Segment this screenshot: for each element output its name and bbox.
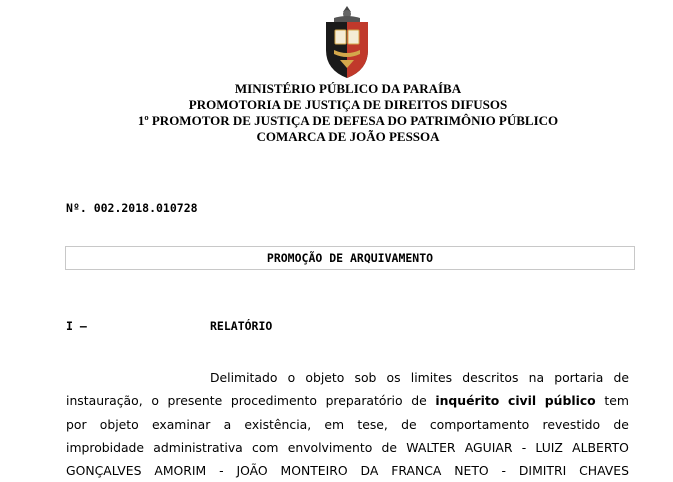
paragraph-word: os bbox=[386, 370, 401, 385]
paragraph-word: envolvimento bbox=[287, 439, 373, 455]
paragraph-word: tem bbox=[604, 393, 629, 409]
paragraph-word: o bbox=[151, 393, 159, 409]
paragraph-word: com bbox=[252, 439, 279, 455]
paragraph-word: MONTEIRO bbox=[280, 463, 348, 479]
header-line-2: PROMOTORIA DE JUSTIÇA DE DIREITOS DIFUSOS bbox=[188, 97, 508, 112]
institution-header bbox=[0, 81, 673, 145]
paragraph-word: o bbox=[287, 370, 296, 385]
paragraph-word: FRANCA bbox=[391, 463, 442, 479]
paragraph-word: revestido bbox=[542, 416, 601, 432]
paragraph-word: sob bbox=[354, 370, 377, 385]
paragraph-word: - bbox=[501, 463, 506, 479]
section-number: I – bbox=[66, 319, 87, 333]
paragraph-word: - bbox=[219, 463, 224, 479]
body-paragraph bbox=[66, 366, 629, 482]
coat-of-arms-icon bbox=[322, 4, 372, 80]
header-line-4: COMARCA DE JOÃO PESSOA bbox=[256, 129, 440, 144]
paragraph-word: CHAVES bbox=[579, 463, 629, 479]
paragraph-word: tese, bbox=[357, 416, 388, 432]
paragraph-word: de bbox=[613, 370, 629, 385]
paragraph-word: Delimitado bbox=[210, 370, 278, 385]
section-title: RELATÓRIO bbox=[210, 319, 273, 333]
paragraph-line bbox=[66, 459, 629, 482]
highlighted-word: inquérito bbox=[435, 393, 500, 409]
paragraph-word: NETO bbox=[454, 463, 489, 479]
paragraph-word: de bbox=[613, 416, 629, 432]
paragraph-word: portaria bbox=[554, 370, 604, 385]
paragraph-word: DA bbox=[360, 463, 379, 479]
paragraph-line bbox=[66, 413, 629, 436]
paragraph-word: examinar bbox=[151, 416, 211, 432]
paragraph-word: de bbox=[411, 393, 427, 409]
document-title: PROMOÇÃO DE ARQUIVAMENTO bbox=[266, 251, 434, 265]
paragraph-word: de bbox=[381, 439, 398, 455]
paragraph-word: WALTER bbox=[406, 439, 456, 455]
paragraph-word: LUIZ bbox=[535, 439, 563, 455]
paragraph-word: AMORIM bbox=[154, 463, 207, 479]
paragraph-word: existência, bbox=[244, 416, 312, 432]
paragraph-word: por bbox=[66, 416, 87, 432]
paragraph-word: instauração, bbox=[66, 393, 143, 409]
paragraph-word: - bbox=[521, 439, 527, 455]
paragraph-word: comportamento bbox=[429, 416, 530, 432]
document-number: Nº. 002.2018.010728 bbox=[66, 201, 198, 215]
header-line-1: MINISTÉRIO PÚBLICO DA PARAÍBA bbox=[234, 81, 462, 96]
paragraph-line bbox=[66, 436, 629, 459]
paragraph-word: preparatório bbox=[325, 393, 403, 409]
paragraph-word: a bbox=[223, 416, 232, 432]
highlighted-word: civil bbox=[507, 393, 537, 409]
highlighted-word: público bbox=[544, 393, 596, 409]
paragraph-word: de bbox=[401, 416, 417, 432]
paragraph-word: JOÃO bbox=[236, 463, 268, 479]
paragraph-word: na bbox=[528, 370, 545, 385]
document-title-box bbox=[65, 246, 635, 270]
paragraph-line bbox=[66, 366, 629, 389]
paragraph-word: improbidade bbox=[66, 439, 145, 455]
paragraph-word: administrativa bbox=[153, 439, 243, 455]
paragraph-word: objeto bbox=[305, 370, 345, 385]
paragraph-word: objeto bbox=[99, 416, 139, 432]
paragraph-word: procedimento bbox=[230, 393, 317, 409]
header-line-3: 1º PROMOTOR DE JUSTIÇA DE DEFESA DO PATRIMÔNIO PÚBLICO bbox=[137, 113, 559, 128]
paragraph-line bbox=[66, 389, 629, 412]
paragraph-word: ALBERTO bbox=[572, 439, 629, 455]
paragraph-word: presente bbox=[167, 393, 223, 409]
paragraph-word: GONÇALVES bbox=[66, 463, 142, 479]
paragraph-word: em bbox=[324, 416, 345, 432]
paragraph-word: AGUIAR bbox=[464, 439, 513, 455]
paragraph-word: limites bbox=[410, 370, 453, 385]
paragraph-word: DIMITRI bbox=[518, 463, 567, 479]
paragraph-word: descritos bbox=[462, 370, 519, 385]
